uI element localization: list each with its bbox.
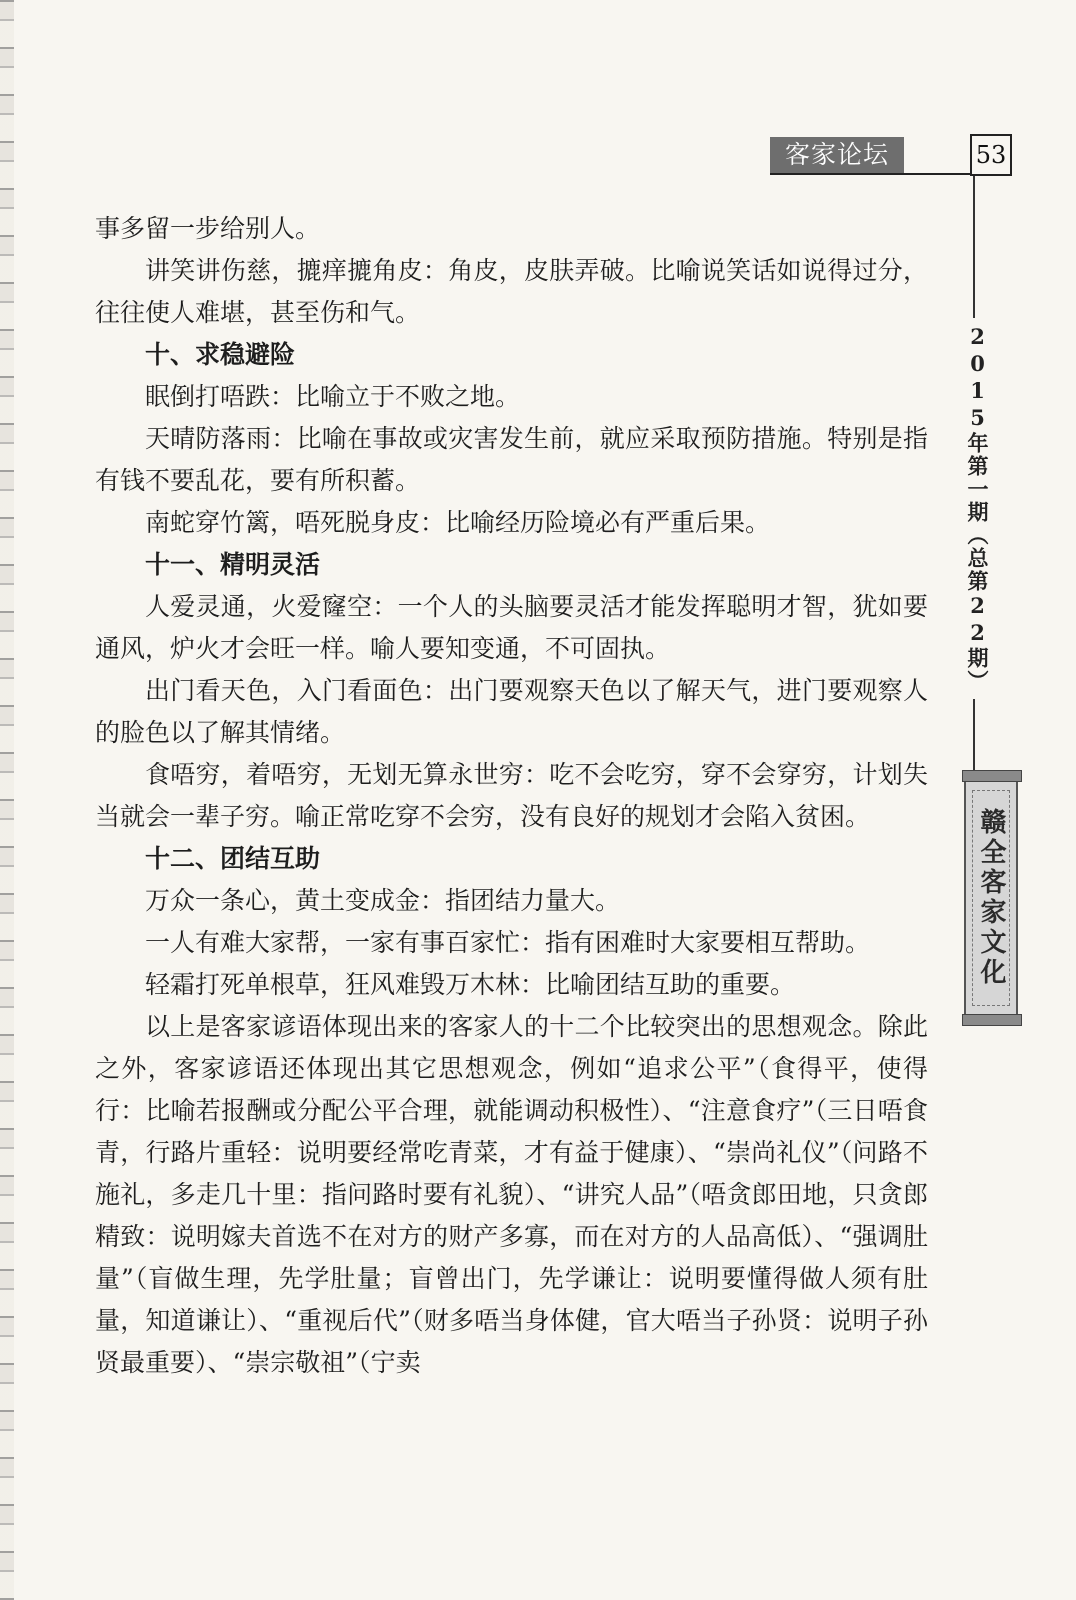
paragraph: 天晴防落雨：比喻在事故或灾害发生前，就应采取预防措施。特别是指有钱不要乱花，要有所积蓄。 bbox=[95, 424, 928, 495]
scroll-emblem bbox=[964, 776, 1018, 1020]
paragraph: 出门看天色，入门看面色：出门要观察天色以了解天气，进门要观察人的脸色以了解其情绪。 bbox=[95, 676, 928, 747]
emblem-text: 赣全客家文化 bbox=[972, 790, 1010, 1006]
scroll-cap-top bbox=[962, 770, 1022, 782]
section-title: 客家论坛 bbox=[770, 137, 904, 173]
header-rule bbox=[770, 173, 970, 175]
paragraph: 南蛇穿竹篱，唔死脱身皮：比喻经历险境必有严重后果。 bbox=[145, 508, 771, 537]
scroll-cap-bottom bbox=[962, 1014, 1022, 1026]
section-heading: 十二、团结互助 bbox=[145, 844, 321, 873]
page-number: 53 bbox=[970, 134, 1012, 176]
paragraph: 一人有难大家帮，一家有事百家忙：指有困难时大家要相互帮助。 bbox=[145, 928, 871, 957]
article-body bbox=[95, 208, 928, 1384]
paragraph: 人爱灵通，火爱窿空：一个人的头脑要灵活才能发挥聪明才智，犹如要通风，炉火才会旺一样。喻人要知变通，不可固执。 bbox=[95, 592, 928, 663]
paragraph: 事多留一步给别人。 bbox=[95, 214, 321, 243]
paper-edge bbox=[0, 0, 14, 1600]
paragraph: 眠倒打唔跌：比喻立于不败之地。 bbox=[145, 382, 521, 411]
section-heading: 十、求稳避险 bbox=[145, 340, 296, 369]
paragraph: 讲笑讲伤慈，摝痒摝角皮：角皮，皮肤弄破。比喻说笑话如说得过分，往往使人难堪，甚至伤和气。 bbox=[95, 256, 928, 327]
section-heading: 十一、精明灵活 bbox=[145, 550, 321, 579]
issue-info: 2015年第一期（总第22期） bbox=[958, 318, 992, 699]
paragraph: 万众一条心，黄土变成金：指团结力量大。 bbox=[145, 886, 621, 915]
paragraph: 食唔穷，着唔穷，无划无算永世穷：吃不会吃穷，穿不会穿穷，计划失当就会一辈子穷。喻正常吃穿不会穷，没有良好的规划才会陷入贫困。 bbox=[95, 760, 928, 831]
paragraph: 以上是客家谚语体现出来的客家人的十二个比较突出的思想观念。除此之外，客家谚语还体现出其它思想观念，例如“追求公平”（食得平，使得行：比喻若报酬或分配公平合理，就能调动积极性）、“注意食疗”（三日唔食青，行路片重轻：说明要经常吃青菜，才有益于健康）、“崇尚礼仪”（问路不施礼，多走几十里：指问路时要有礼貌）、“讲究人品”（唔贪郎田地，只贪郎精致：说明嫁夫首选不在对方的财产多寡，而在对方的人品高低）、“强调肚量”（盲做生理，先学肚量；盲曾出门，先学谦让：说明要懂得做人须有肚量，知道谦让）、“重视后代”（财多唔当身体健，官大唔当子孙贤：说明子孙贤最重要）、“崇宗敬祖”（宁卖 bbox=[95, 1012, 928, 1377]
paragraph: 轻霜打死单根草，狂风难毁万木林：比喻团结互助的重要。 bbox=[145, 970, 796, 999]
